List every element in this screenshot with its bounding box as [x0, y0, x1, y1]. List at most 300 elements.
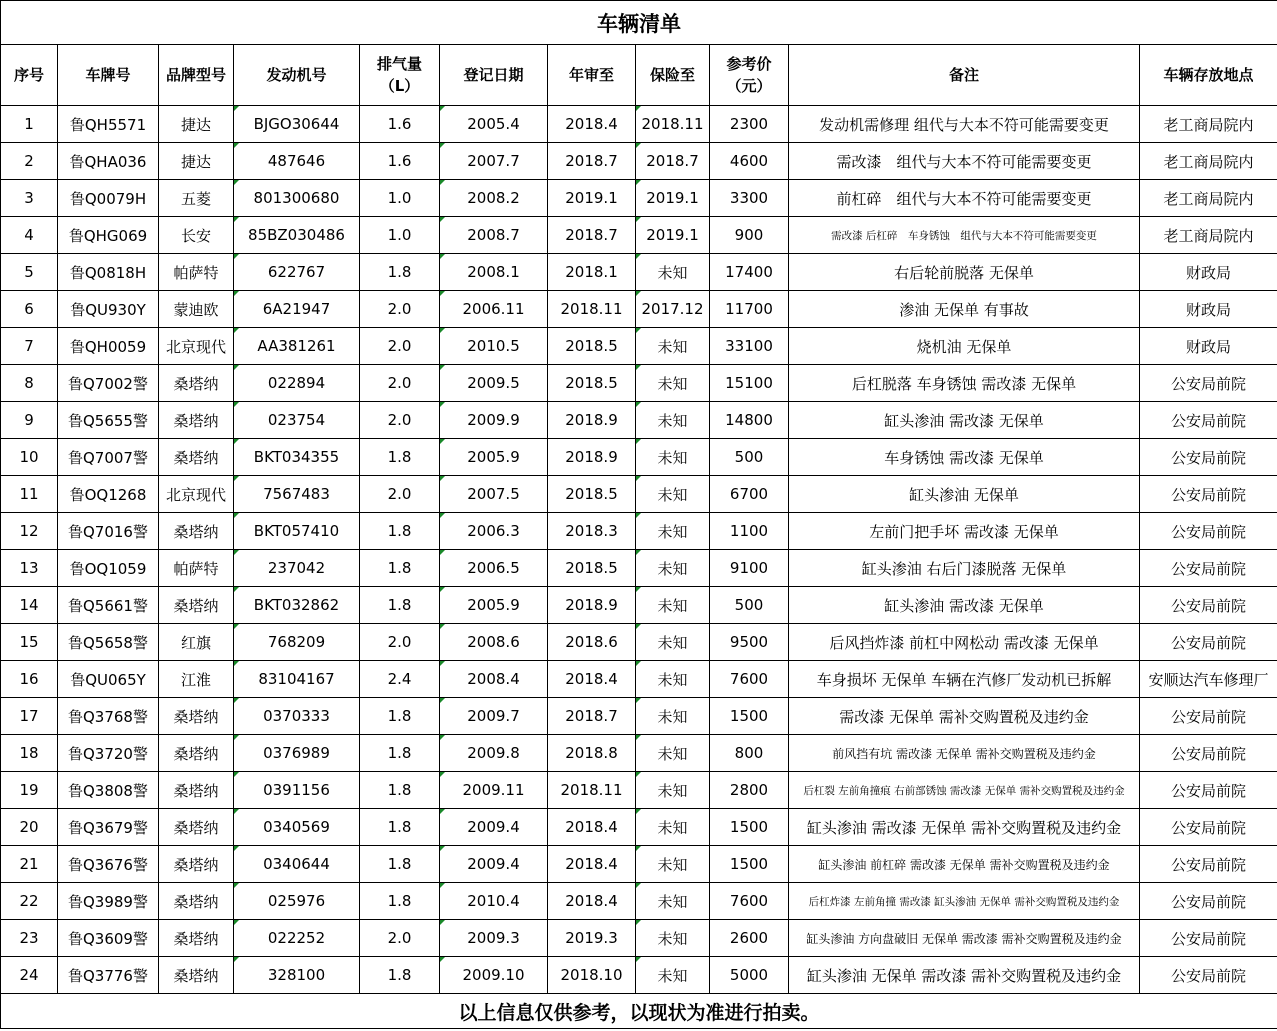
cell-location: 公安局前院: [1140, 624, 1277, 661]
table-row: [1, 402, 1277, 439]
cell-reg-date: 2009.8: [440, 735, 548, 772]
cell-reg-date: 2009.7: [440, 698, 548, 735]
cell-seq: 20: [1, 809, 58, 846]
cell-location: 老工商局院内: [1140, 180, 1277, 217]
cell-insurance: 未知: [636, 365, 710, 402]
cell-brand: 北京现代: [159, 328, 234, 365]
cell-inspection: 2018.9: [548, 402, 636, 439]
cell-insurance: 未知: [636, 698, 710, 735]
cell-price: 15100: [710, 365, 789, 402]
cell-location: 老工商局院内: [1140, 143, 1277, 180]
cell-displacement: 1.8: [360, 883, 440, 920]
cell-seq: 11: [1, 476, 58, 513]
cell-reg-date: 2010.5: [440, 328, 548, 365]
cell-location: 财政局: [1140, 291, 1277, 328]
cell-price: 4600: [710, 143, 789, 180]
cell-brand: 五菱: [159, 180, 234, 217]
cell-seq: 5: [1, 254, 58, 291]
cell-reg-date: 2007.5: [440, 476, 548, 513]
cell-location: 财政局: [1140, 328, 1277, 365]
cell-reg-date: 2005.9: [440, 587, 548, 624]
cell-plate: 鲁OQ1059: [58, 550, 159, 587]
cell-reg-date: 2005.4: [440, 106, 548, 143]
cell-displacement: 1.8: [360, 809, 440, 846]
cell-notes: 缸头渗油 右后门漆脱落 无保单: [789, 550, 1140, 587]
cell-location: 公安局前院: [1140, 587, 1277, 624]
cell-notes: 缸头渗油 需改漆 无保单 需补交购置税及违约金: [789, 809, 1140, 846]
cell-plate: 鲁Q3679警: [58, 809, 159, 846]
cell-notes: 需改漆 组代与大本不符可能需要变更: [789, 143, 1140, 180]
cell-notes: 后杠脱落 车身锈蚀 需改漆 无保单: [789, 365, 1140, 402]
cell-plate: 鲁Q3776警: [58, 957, 159, 994]
cell-brand: 蒙迪欧: [159, 291, 234, 328]
header-brand: 品牌型号: [159, 45, 234, 106]
cell-engine: BKT057410: [234, 513, 360, 550]
header-plate: 车牌号: [58, 45, 159, 106]
cell-plate: 鲁Q7007警: [58, 439, 159, 476]
cell-inspection: 2018.4: [548, 846, 636, 883]
cell-notes: 后杠裂 左前角撞痕 右前部锈蚀 需改漆 无保单 需补交购置税及违约金: [789, 772, 1140, 809]
cell-notes: 发动机需修理 组代与大本不符可能需要变更: [789, 106, 1140, 143]
cell-displacement: 1.6: [360, 143, 440, 180]
cell-engine: 0391156: [234, 772, 360, 809]
cell-inspection: 2018.10: [548, 957, 636, 994]
cell-plate: 鲁Q5655警: [58, 402, 159, 439]
cell-seq: 18: [1, 735, 58, 772]
cell-brand: 帕萨特: [159, 254, 234, 291]
cell-plate: 鲁Q3808警: [58, 772, 159, 809]
cell-displacement: 1.8: [360, 439, 440, 476]
cell-price: 17400: [710, 254, 789, 291]
cell-reg-date: 2010.4: [440, 883, 548, 920]
cell-price: 14800: [710, 402, 789, 439]
cell-inspection: 2018.3: [548, 513, 636, 550]
cell-displacement: 1.8: [360, 254, 440, 291]
cell-insurance: 2018.7: [636, 143, 710, 180]
cell-reg-date: 2009.11: [440, 772, 548, 809]
header-engine: 发动机号: [234, 45, 360, 106]
table-body: [1, 106, 1277, 994]
cell-inspection: 2018.8: [548, 735, 636, 772]
cell-inspection: 2018.4: [548, 883, 636, 920]
table-row: [1, 920, 1277, 957]
cell-displacement: 2.4: [360, 661, 440, 698]
cell-location: 公安局前院: [1140, 476, 1277, 513]
cell-notes: 前风挡有坑 需改漆 无保单 需补交购置税及违约金: [789, 735, 1140, 772]
cell-engine: 237042: [234, 550, 360, 587]
cell-price: 900: [710, 217, 789, 254]
cell-inspection: 2018.6: [548, 624, 636, 661]
cell-location: 公安局前院: [1140, 957, 1277, 994]
cell-insurance: 未知: [636, 513, 710, 550]
cell-seq: 16: [1, 661, 58, 698]
cell-inspection: 2018.9: [548, 439, 636, 476]
cell-price: 11700: [710, 291, 789, 328]
cell-insurance: 2017.12: [636, 291, 710, 328]
cell-plate: 鲁Q3609警: [58, 920, 159, 957]
cell-notes: 缸头渗油 需改漆 无保单: [789, 402, 1140, 439]
cell-price: 500: [710, 439, 789, 476]
cell-inspection: 2018.4: [548, 106, 636, 143]
header-reg-date: 登记日期: [440, 45, 548, 106]
table-row: [1, 624, 1277, 661]
cell-displacement: 1.8: [360, 846, 440, 883]
cell-reg-date: 2009.3: [440, 920, 548, 957]
footer-note: 以上信息仅供参考，以现状为准进行拍卖。: [1, 994, 1277, 1029]
table-row: [1, 291, 1277, 328]
cell-engine: 83104167: [234, 661, 360, 698]
cell-notes: 缸头渗油 无保单: [789, 476, 1140, 513]
cell-seq: 8: [1, 365, 58, 402]
table-row: [1, 476, 1277, 513]
cell-plate: 鲁Q3676警: [58, 846, 159, 883]
cell-price: 500: [710, 587, 789, 624]
cell-seq: 3: [1, 180, 58, 217]
cell-notes: 缸头渗油 前杠碎 需改漆 无保单 需补交购置税及违约金: [789, 846, 1140, 883]
cell-plate: 鲁Q5658警: [58, 624, 159, 661]
cell-displacement: 1.8: [360, 735, 440, 772]
cell-plate: 鲁QU930Y: [58, 291, 159, 328]
cell-insurance: 未知: [636, 772, 710, 809]
table-row: [1, 772, 1277, 809]
cell-inspection: 2018.7: [548, 217, 636, 254]
cell-insurance: 未知: [636, 439, 710, 476]
cell-engine: 022252: [234, 920, 360, 957]
table-row: [1, 439, 1277, 476]
cell-price: 7600: [710, 883, 789, 920]
cell-insurance: 未知: [636, 957, 710, 994]
cell-seq: 17: [1, 698, 58, 735]
cell-engine: 768209: [234, 624, 360, 661]
cell-reg-date: 2006.11: [440, 291, 548, 328]
cell-plate: 鲁Q0818H: [58, 254, 159, 291]
cell-price: 2800: [710, 772, 789, 809]
cell-location: 老工商局院内: [1140, 106, 1277, 143]
cell-price: 9500: [710, 624, 789, 661]
cell-brand: 桑塔纳: [159, 920, 234, 957]
cell-displacement: 2.0: [360, 328, 440, 365]
cell-displacement: 1.8: [360, 698, 440, 735]
cell-seq: 6: [1, 291, 58, 328]
cell-brand: 桑塔纳: [159, 735, 234, 772]
cell-insurance: 未知: [636, 254, 710, 291]
cell-engine: 0340569: [234, 809, 360, 846]
cell-engine: 025976: [234, 883, 360, 920]
cell-insurance: 未知: [636, 402, 710, 439]
cell-plate: 鲁QHA036: [58, 143, 159, 180]
cell-displacement: 1.6: [360, 106, 440, 143]
cell-notes: 缸头渗油 方向盘破旧 无保单 需改漆 需补交购置税及违约金: [789, 920, 1140, 957]
cell-notes: 烧机油 无保单: [789, 328, 1140, 365]
header-displacement: [360, 45, 440, 106]
cell-engine: BKT032862: [234, 587, 360, 624]
cell-plate: 鲁Q3720警: [58, 735, 159, 772]
cell-location: 公安局前院: [1140, 550, 1277, 587]
cell-displacement: 1.8: [360, 550, 440, 587]
cell-brand: 桑塔纳: [159, 772, 234, 809]
table-row: [1, 365, 1277, 402]
table-row: [1, 106, 1277, 143]
table-row: [1, 846, 1277, 883]
cell-seq: 10: [1, 439, 58, 476]
cell-insurance: 2018.11: [636, 106, 710, 143]
cell-inspection: 2018.5: [548, 476, 636, 513]
cell-notes: 前杠碎 组代与大本不符可能需要变更: [789, 180, 1140, 217]
cell-reg-date: 2008.7: [440, 217, 548, 254]
cell-price: 2600: [710, 920, 789, 957]
cell-engine: BJGO30644: [234, 106, 360, 143]
cell-engine: 0370333: [234, 698, 360, 735]
cell-price: 3300: [710, 180, 789, 217]
cell-brand: 桑塔纳: [159, 439, 234, 476]
cell-location: 公安局前院: [1140, 513, 1277, 550]
cell-reg-date: 2009.5: [440, 365, 548, 402]
cell-notes: 车身锈蚀 需改漆 无保单: [789, 439, 1140, 476]
cell-engine: 487646: [234, 143, 360, 180]
title-row: [1, 1, 1277, 45]
cell-reg-date: 2008.1: [440, 254, 548, 291]
cell-brand: 桑塔纳: [159, 402, 234, 439]
cell-reg-date: 2009.9: [440, 402, 548, 439]
table-row: [1, 735, 1277, 772]
cell-brand: 桑塔纳: [159, 957, 234, 994]
cell-seq: 7: [1, 328, 58, 365]
cell-price: 6700: [710, 476, 789, 513]
cell-notes: 需改漆 无保单 需补交购置税及违约金: [789, 698, 1140, 735]
cell-location: 财政局: [1140, 254, 1277, 291]
cell-location: 公安局前院: [1140, 846, 1277, 883]
cell-inspection: 2018.7: [548, 698, 636, 735]
cell-displacement: 2.0: [360, 920, 440, 957]
cell-insurance: 未知: [636, 883, 710, 920]
cell-brand: 桑塔纳: [159, 809, 234, 846]
cell-notes: 后杠炸漆 左前角撞 需改漆 缸头渗油 无保单 需补交购置税及违约金: [789, 883, 1140, 920]
cell-location: 公安局前院: [1140, 809, 1277, 846]
cell-notes: 右后轮前脱落 无保单: [789, 254, 1140, 291]
table-row: [1, 143, 1277, 180]
cell-seq: 1: [1, 106, 58, 143]
cell-plate: 鲁Q5661警: [58, 587, 159, 624]
cell-inspection: 2018.11: [548, 772, 636, 809]
cell-price: 2300: [710, 106, 789, 143]
cell-insurance: 2019.1: [636, 217, 710, 254]
cell-reg-date: 2008.2: [440, 180, 548, 217]
table-row: [1, 698, 1277, 735]
cell-brand: 长安: [159, 217, 234, 254]
cell-insurance: 未知: [636, 587, 710, 624]
cell-brand: 捷达: [159, 106, 234, 143]
cell-seq: 2: [1, 143, 58, 180]
cell-reg-date: 2009.4: [440, 846, 548, 883]
cell-seq: 12: [1, 513, 58, 550]
cell-location: 公安局前院: [1140, 439, 1277, 476]
cell-plate: 鲁Q3768警: [58, 698, 159, 735]
cell-seq: 4: [1, 217, 58, 254]
cell-insurance: 未知: [636, 920, 710, 957]
table-row: [1, 254, 1277, 291]
cell-brand: 红旗: [159, 624, 234, 661]
cell-notes: 缸头渗油 需改漆 无保单: [789, 587, 1140, 624]
cell-brand: 北京现代: [159, 476, 234, 513]
cell-reg-date: 2006.5: [440, 550, 548, 587]
cell-inspection: 2018.9: [548, 587, 636, 624]
cell-inspection: 2019.1: [548, 180, 636, 217]
cell-plate: 鲁QH5571: [58, 106, 159, 143]
cell-notes: 需改漆 后杠碎 车身锈蚀 组代与大本不符可能需要变更: [789, 217, 1140, 254]
cell-engine: 023754: [234, 402, 360, 439]
header-notes: 备注: [789, 45, 1140, 106]
table-row: [1, 217, 1277, 254]
cell-brand: 桑塔纳: [159, 846, 234, 883]
cell-brand: 桑塔纳: [159, 587, 234, 624]
cell-inspection: 2018.4: [548, 661, 636, 698]
cell-insurance: 未知: [636, 624, 710, 661]
cell-insurance: 未知: [636, 476, 710, 513]
cell-inspection: 2018.5: [548, 328, 636, 365]
header-row: [1, 45, 1277, 106]
cell-notes: 后风挡炸漆 前杠中网松动 需改漆 无保单: [789, 624, 1140, 661]
cell-seq: 24: [1, 957, 58, 994]
header-price-line1: 参考价: [726, 55, 772, 73]
cell-inspection: 2018.7: [548, 143, 636, 180]
cell-notes: 缸头渗油 无保单 需改漆 需补交购置税及违约金: [789, 957, 1140, 994]
cell-seq: 9: [1, 402, 58, 439]
cell-location: 公安局前院: [1140, 920, 1277, 957]
cell-inspection: 2018.5: [548, 550, 636, 587]
header-price: [710, 45, 789, 106]
header-seq: 序号: [1, 45, 58, 106]
cell-price: 1500: [710, 809, 789, 846]
cell-notes: 左前门把手坏 需改漆 无保单: [789, 513, 1140, 550]
cell-insurance: 未知: [636, 735, 710, 772]
cell-price: 33100: [710, 328, 789, 365]
cell-insurance: 未知: [636, 328, 710, 365]
cell-plate: 鲁Q7016警: [58, 513, 159, 550]
table-row: [1, 513, 1277, 550]
cell-price: 800: [710, 735, 789, 772]
cell-brand: 江淮: [159, 661, 234, 698]
cell-reg-date: 2008.4: [440, 661, 548, 698]
cell-displacement: 2.0: [360, 476, 440, 513]
cell-reg-date: 2007.7: [440, 143, 548, 180]
cell-engine: BKT034355: [234, 439, 360, 476]
cell-price: 1500: [710, 846, 789, 883]
cell-location: 公安局前院: [1140, 365, 1277, 402]
cell-engine: 801300680: [234, 180, 360, 217]
cell-displacement: 2.0: [360, 402, 440, 439]
cell-engine: 0376989: [234, 735, 360, 772]
cell-engine: 7567483: [234, 476, 360, 513]
cell-location: 公安局前院: [1140, 883, 1277, 920]
cell-displacement: 1.8: [360, 772, 440, 809]
cell-seq: 22: [1, 883, 58, 920]
cell-price: 5000: [710, 957, 789, 994]
cell-reg-date: 2008.6: [440, 624, 548, 661]
cell-seq: 21: [1, 846, 58, 883]
header-location: 车辆存放地点: [1140, 45, 1277, 106]
cell-location: 公安局前院: [1140, 402, 1277, 439]
header-displacement-line1: 排气量: [376, 55, 422, 73]
cell-notes: 渗油 无保单 有事故: [789, 291, 1140, 328]
cell-brand: 桑塔纳: [159, 883, 234, 920]
cell-engine: 328100: [234, 957, 360, 994]
table-row: [1, 957, 1277, 994]
cell-price: 1100: [710, 513, 789, 550]
cell-plate: 鲁QHG069: [58, 217, 159, 254]
cell-engine: 85BZ030486: [234, 217, 360, 254]
cell-engine: 022894: [234, 365, 360, 402]
cell-plate: 鲁QU065Y: [58, 661, 159, 698]
table-row: [1, 180, 1277, 217]
cell-plate: 鲁OQ1268: [58, 476, 159, 513]
cell-insurance: 2019.1: [636, 180, 710, 217]
cell-seq: 19: [1, 772, 58, 809]
cell-displacement: 1.0: [360, 217, 440, 254]
cell-plate: 鲁Q3989警: [58, 883, 159, 920]
cell-displacement: 2.0: [360, 291, 440, 328]
cell-insurance: 未知: [636, 550, 710, 587]
header-inspection: 年审至: [548, 45, 636, 106]
sheet-title: 车辆清单: [1, 1, 1277, 45]
cell-engine: 0340644: [234, 846, 360, 883]
cell-brand: 桑塔纳: [159, 698, 234, 735]
table-row: [1, 550, 1277, 587]
table-row: [1, 587, 1277, 624]
cell-reg-date: 2005.9: [440, 439, 548, 476]
cell-price: 1500: [710, 698, 789, 735]
cell-location: 老工商局院内: [1140, 217, 1277, 254]
cell-displacement: 1.8: [360, 587, 440, 624]
cell-insurance: 未知: [636, 809, 710, 846]
cell-displacement: 1.8: [360, 957, 440, 994]
header-displacement-line2: （L）: [379, 77, 420, 95]
cell-engine: AA381261: [234, 328, 360, 365]
cell-displacement: 2.0: [360, 624, 440, 661]
cell-plate: 鲁QH0059: [58, 328, 159, 365]
cell-inspection: 2018.1: [548, 254, 636, 291]
cell-insurance: 未知: [636, 846, 710, 883]
cell-price: 7600: [710, 661, 789, 698]
cell-reg-date: 2009.10: [440, 957, 548, 994]
cell-brand: 桑塔纳: [159, 513, 234, 550]
cell-brand: 捷达: [159, 143, 234, 180]
cell-brand: 桑塔纳: [159, 365, 234, 402]
cell-location: 公安局前院: [1140, 735, 1277, 772]
cell-displacement: 1.0: [360, 180, 440, 217]
cell-reg-date: 2009.4: [440, 809, 548, 846]
cell-seq: 14: [1, 587, 58, 624]
cell-inspection: 2018.4: [548, 809, 636, 846]
cell-plate: 鲁Q7002警: [58, 365, 159, 402]
header-price-line2: （元）: [726, 77, 772, 95]
cell-location: 公安局前院: [1140, 698, 1277, 735]
cell-seq: 23: [1, 920, 58, 957]
header-insurance: 保险至: [636, 45, 710, 106]
cell-location: 公安局前院: [1140, 772, 1277, 809]
cell-brand: 帕萨特: [159, 550, 234, 587]
footer-row: [1, 994, 1277, 1029]
table-row: [1, 809, 1277, 846]
table-row: [1, 883, 1277, 920]
cell-displacement: 2.0: [360, 365, 440, 402]
cell-inspection: 2018.5: [548, 365, 636, 402]
cell-engine: 6A21947: [234, 291, 360, 328]
cell-displacement: 1.8: [360, 513, 440, 550]
cell-notes: 车身损坏 无保单 车辆在汽修厂发动机已拆解: [789, 661, 1140, 698]
cell-inspection: 2019.3: [548, 920, 636, 957]
table-row: [1, 328, 1277, 365]
cell-location: 安顺达汽车修理厂: [1140, 661, 1277, 698]
